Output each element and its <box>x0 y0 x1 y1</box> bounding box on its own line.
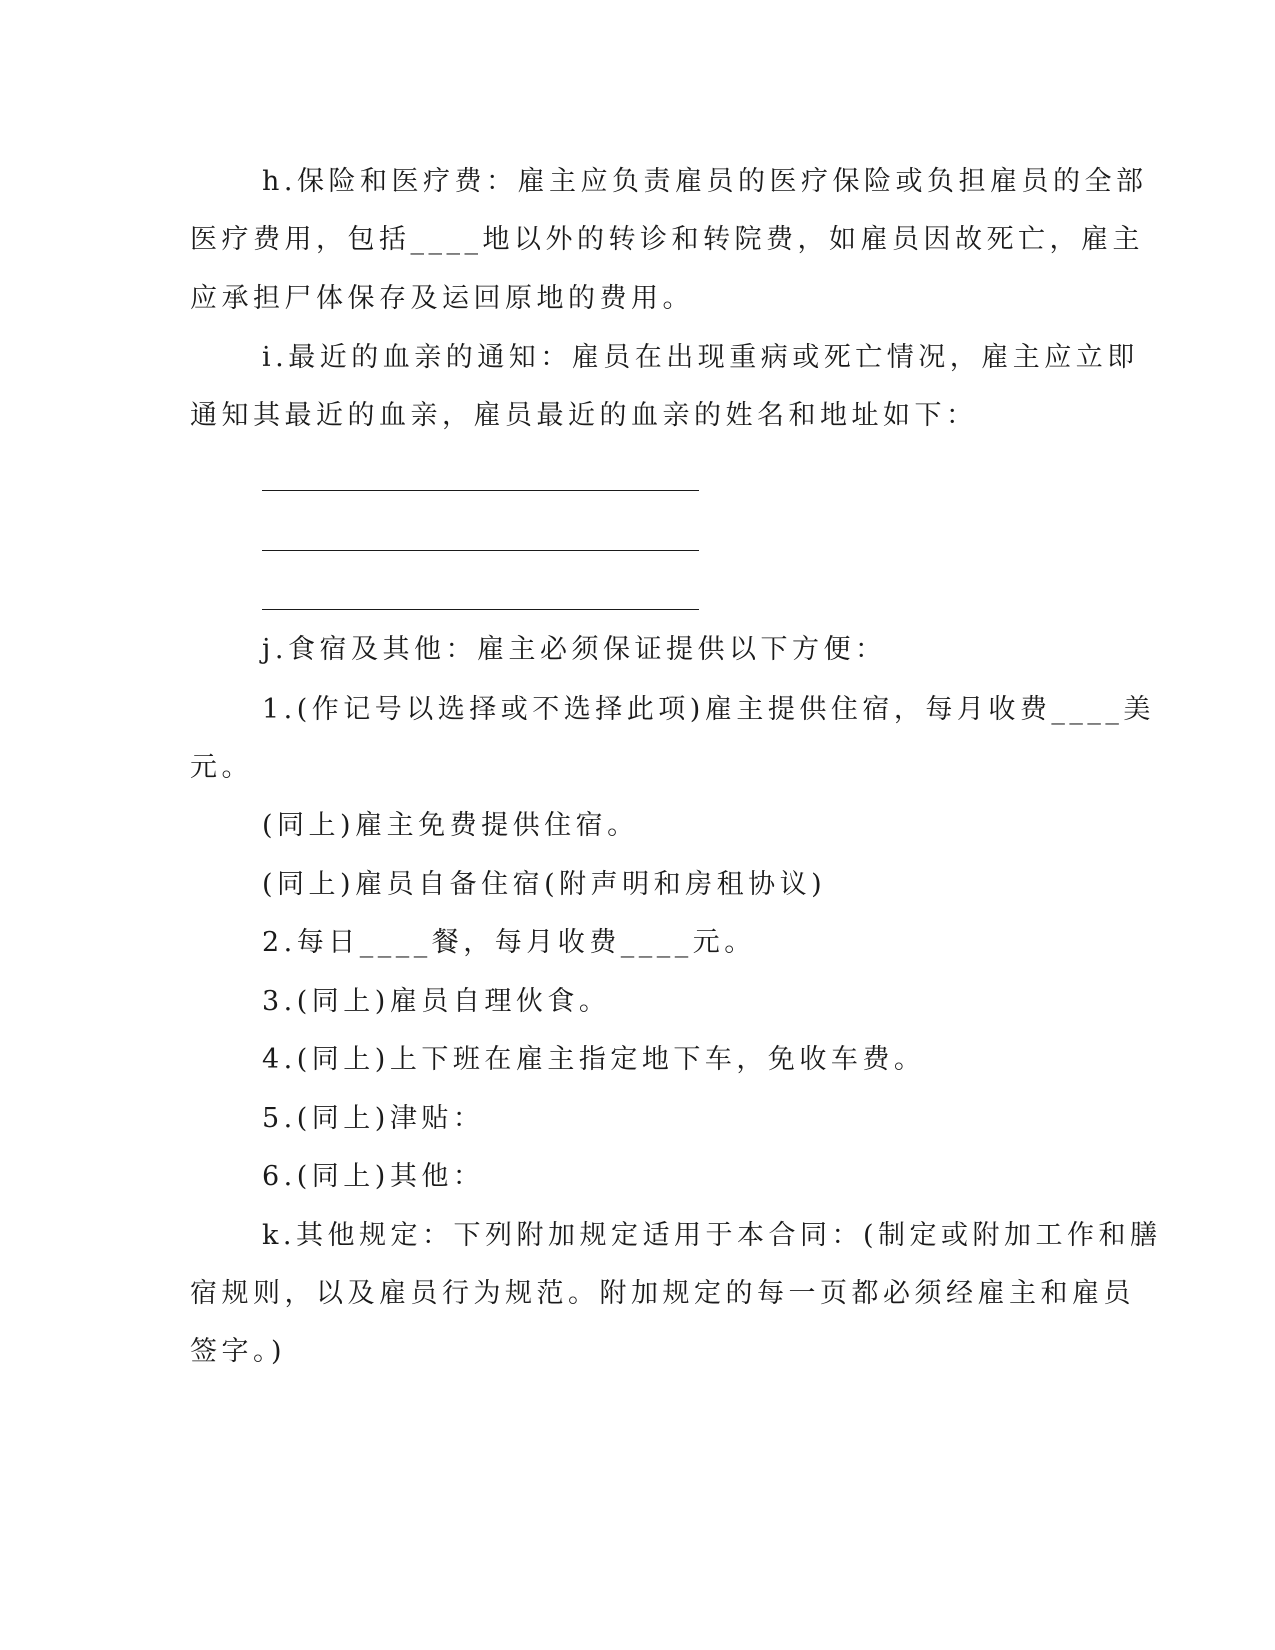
relative-name-address-blank-3 <box>262 609 699 610</box>
section-j-item-4: 4.(同上)上下班在雇主指定地下车，免收车费。 <box>262 1044 926 1075</box>
section-k-line-1: k.其他规定：下列附加规定适用于本合同：(制定或附加工作和膳 <box>262 1220 1162 1251</box>
section-i-line-1: i.最近的血亲的通知：雇员在出现重病或死亡情况，雇主应立即 <box>262 342 1139 373</box>
section-j-item-6: 6.(同上)其他： <box>262 1161 485 1192</box>
relative-name-address-blank-2 <box>262 550 699 551</box>
relative-name-address-blank-1 <box>262 490 699 491</box>
section-j-item-1-line-2: 元。 <box>190 752 253 783</box>
section-k-line-3: 签字。) <box>190 1336 287 1367</box>
section-j-item-1-line-1: 1.(作记号以选择或不选择此项)雇主提供住宿，每月收费____美 <box>262 694 1155 725</box>
section-j-item-5: 5.(同上)津贴： <box>262 1103 485 1134</box>
section-i-line-2: 通知其最近的血亲，雇员最近的血亲的姓名和地址如下： <box>190 400 978 431</box>
section-j-item-2: 2.每日____餐，每月收费____元。 <box>262 927 756 958</box>
section-j-item-1-alt-1: (同上)雇主免费提供住宿。 <box>262 810 639 841</box>
section-h-line-1: h.保险和医疗费：雇主应负责雇员的医疗保险或负担雇员的全部 <box>262 166 1148 197</box>
section-h-line-2: 医疗费用，包括____地以外的转诊和转院费，如雇员因故死亡，雇主 <box>190 224 1144 255</box>
section-j-item-1-alt-2: (同上)雇员自备住宿(附声明和房租协议) <box>262 869 827 900</box>
section-h-line-3: 应承担尸体保存及运回原地的费用。 <box>190 283 694 314</box>
section-j-item-3: 3.(同上)雇员自理伙食。 <box>262 986 611 1017</box>
section-j-heading: j.食宿及其他：雇主必须保证提供以下方便： <box>262 634 887 665</box>
section-k-line-2: 宿规则，以及雇员行为规范。附加规定的每一页都必须经雇主和雇员 <box>190 1278 1135 1309</box>
